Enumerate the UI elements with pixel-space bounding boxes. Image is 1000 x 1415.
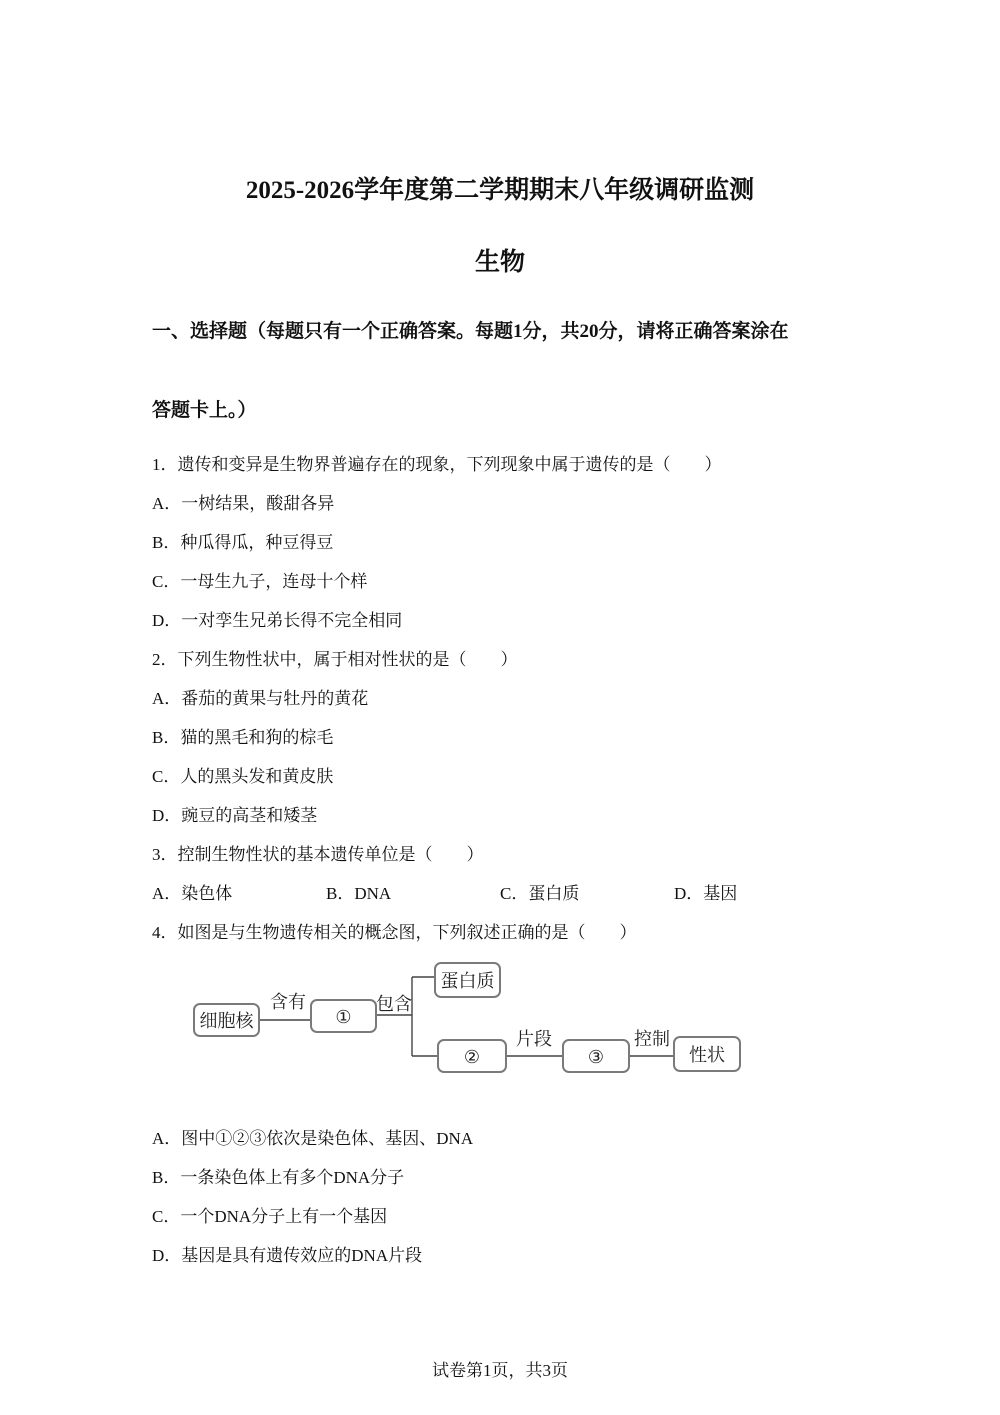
protein-label: 蛋白质 (440, 971, 495, 992)
page-footer: 试卷第1页，共3页 (432, 1361, 568, 1380)
question-1-option-d[interactable]: D．一对孪生兄弟长得不完全相同 (152, 611, 403, 630)
question-3-option-b[interactable]: B．DNA (326, 884, 392, 903)
question-3-options (152, 879, 852, 903)
section-heading-line1: 一、选择题（每题只有一个正确答案。每题1分，共20分，请将正确答案涂在 (152, 321, 789, 342)
question-3-stem: 3．控制生物性状的基本遗传单位是（ ） (152, 845, 484, 864)
question-2-option-b[interactable]: B．猫的黑毛和狗的棕毛 (152, 728, 334, 747)
question-1-option-c[interactable]: C．一母生九子，连母十个样 (152, 572, 368, 591)
question-4-option-a[interactable]: A．图中①②③依次是染色体、基因、DNA (152, 1129, 474, 1148)
question-4-stem: 4．如图是与生物遗传相关的概念图，下列叙述正确的是（ ） (152, 923, 637, 942)
nucleus-label: 细胞核 (199, 1011, 254, 1032)
concept-diagram (188, 960, 748, 1084)
section-heading-line2: 答题卡上。） (152, 400, 257, 421)
question-2-option-c[interactable]: C．人的黑头发和黄皮肤 (152, 767, 334, 786)
includes-label: 包含 (376, 994, 412, 1015)
subject-title: 生物 (474, 249, 525, 276)
question-2-option-a[interactable]: A．番茄的黄果与牡丹的黄花 (152, 689, 369, 708)
question-3-option-c[interactable]: C．蛋白质 (500, 884, 580, 903)
contains-label: 含有 (270, 992, 306, 1013)
node2-label: ② (463, 1047, 481, 1068)
segment-label: 片段 (516, 1029, 552, 1050)
question-2-option-d[interactable]: D．豌豆的高茎和矮茎 (152, 806, 318, 825)
question-1-option-b[interactable]: B．种瓜得瓜，种豆得豆 (152, 533, 334, 552)
node1-label: ① (335, 1007, 352, 1028)
question-4-option-d[interactable]: D．基因是具有遗传效应的DNA片段 (152, 1246, 423, 1265)
question-4-option-b[interactable]: B．一条染色体上有多个DNA分子 (152, 1168, 405, 1187)
question-3-option-d[interactable]: D．基因 (674, 884, 738, 903)
controls-label: 控制 (634, 1029, 670, 1050)
exam-title: 2025-2026学年度第二学期期末八年级调研监测 (245, 177, 755, 204)
trait-label: 性状 (689, 1045, 725, 1066)
question-1-stem: 1．遗传和变异是生物界普遍存在的现象，下列现象中属于遗传的是（ ） (152, 455, 722, 474)
question-4-option-c[interactable]: C．一个DNA分子上有一个基因 (152, 1207, 388, 1226)
question-2-stem: 2．下列生物性状中，属于相对性状的是（ ） (152, 650, 518, 669)
node3-label: ③ (587, 1047, 605, 1068)
question-1-option-a[interactable]: A．一树结果，酸甜各异 (152, 494, 335, 513)
question-3-option-a[interactable]: A．染色体 (152, 884, 233, 903)
